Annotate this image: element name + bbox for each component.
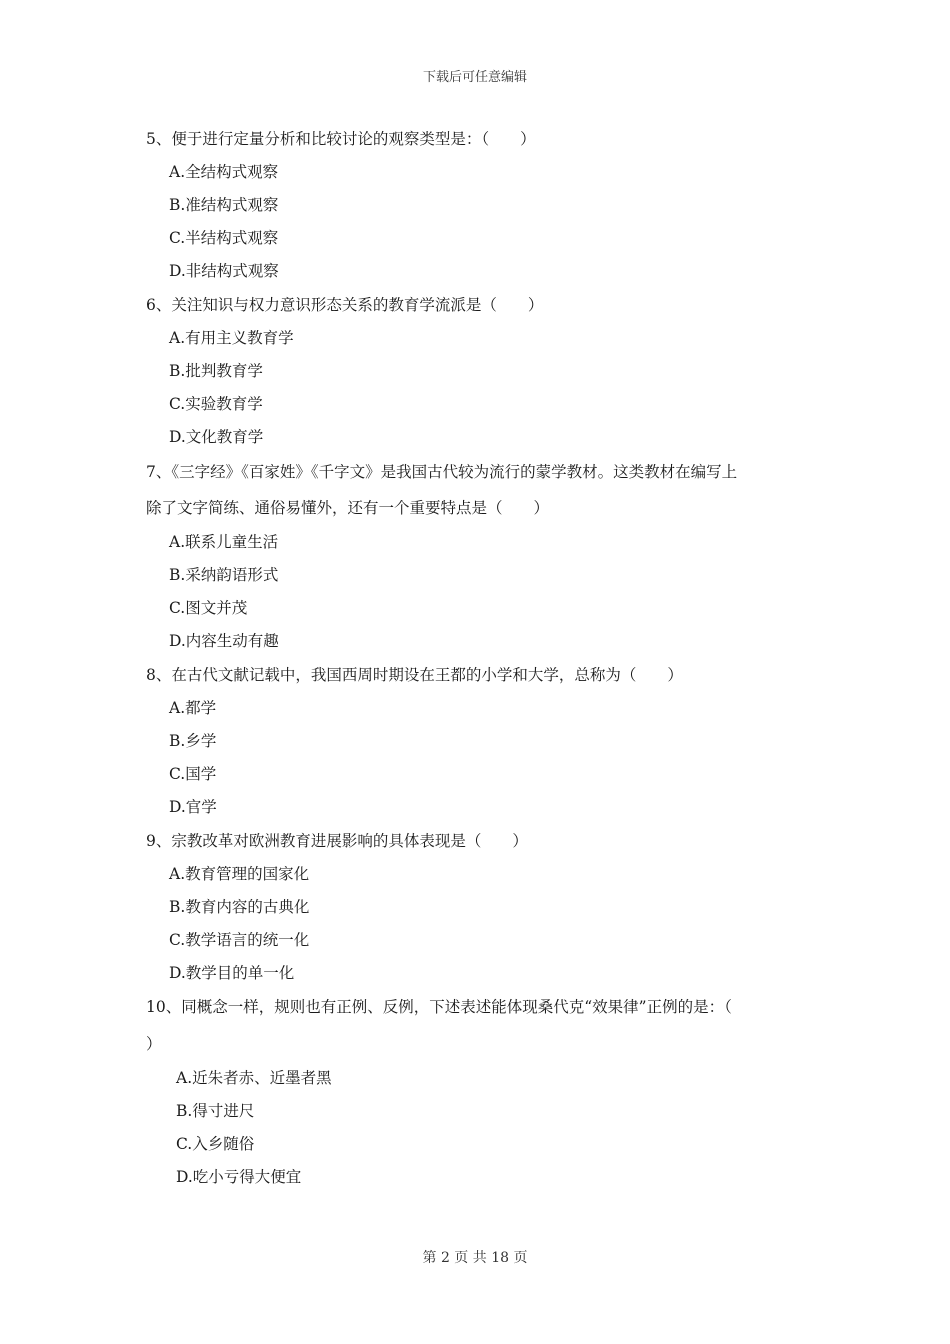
question-5-option-b: B.准结构式观察 xyxy=(169,196,279,214)
question-9-option-a: A.教育管理的国家化 xyxy=(169,865,310,883)
question-6: 6、关注知识与权力意识形态关系的教育学流派是（ ） xyxy=(146,296,544,314)
question-10-line-2: ） xyxy=(146,1035,162,1053)
question-10-option-b: B.得寸进尺 xyxy=(176,1102,255,1120)
question-9-option-b: B.教育内容的古典化 xyxy=(169,898,310,916)
question-10-option-c: C.入乡随俗 xyxy=(176,1135,255,1153)
question-10-option-d: D.吃小亏得大便宜 xyxy=(176,1168,302,1186)
question-8-option-c: C.国学 xyxy=(169,765,217,783)
question-8-option-b: B.乡学 xyxy=(169,732,217,750)
question-7-line-1: 7、《三字经》《百家姓》《千字文》是我国古代较为流行的蒙学教材。这类教材在编写上 xyxy=(146,463,738,481)
question-7-line-2: 除了文字简练、通俗易懂外，还有一个重要特点是（ ） xyxy=(146,499,550,517)
question-8-option-a: A.都学 xyxy=(169,699,217,717)
question-5-option-c: C.半结构式观察 xyxy=(169,229,279,247)
question-9-option-c: C.教学语言的统一化 xyxy=(169,931,310,949)
question-5-option-a: A.全结构式观察 xyxy=(169,163,279,181)
question-8-option-d: D.官学 xyxy=(169,798,217,816)
question-6-option-c: C.实验教育学 xyxy=(169,395,263,413)
question-7-option-c: C.图文并茂 xyxy=(169,599,248,617)
question-6-option-d: D.文化教育学 xyxy=(169,428,264,446)
question-5-option-d: D.非结构式观察 xyxy=(169,262,279,280)
question-10-line-1: 10、同概念一样，规则也有正例、反例，下述表述能体现桑代克“效果律”正例的是：（ xyxy=(146,998,732,1016)
question-9-option-d: D.教学目的单一化 xyxy=(169,964,295,982)
question-9: 9、宗教改革对欧洲教育进展影响的具体表现是（ ） xyxy=(146,832,528,850)
question-6-option-a: A.有用主义教育学 xyxy=(169,329,294,347)
question-10-option-a: A.近朱者赤、近墨者黑 xyxy=(176,1069,332,1087)
question-6-option-b: B.批判教育学 xyxy=(169,362,263,380)
question-7-option-b: B.采纳韵语形式 xyxy=(169,566,279,584)
page-footer: 第 2 页 共 18 页 xyxy=(422,1250,528,1266)
question-7-option-a: A.联系儿童生活 xyxy=(169,533,279,551)
question-8: 8、在古代文献记载中，我国西周时期设在王都的小学和大学，总称为（ ） xyxy=(146,666,683,684)
question-7-option-d: D.内容生动有趣 xyxy=(169,632,279,650)
page-header: 下载后可任意编辑 xyxy=(422,70,527,85)
question-5: 5、便于进行定量分析和比较讨论的观察类型是：（ ） xyxy=(146,130,536,148)
